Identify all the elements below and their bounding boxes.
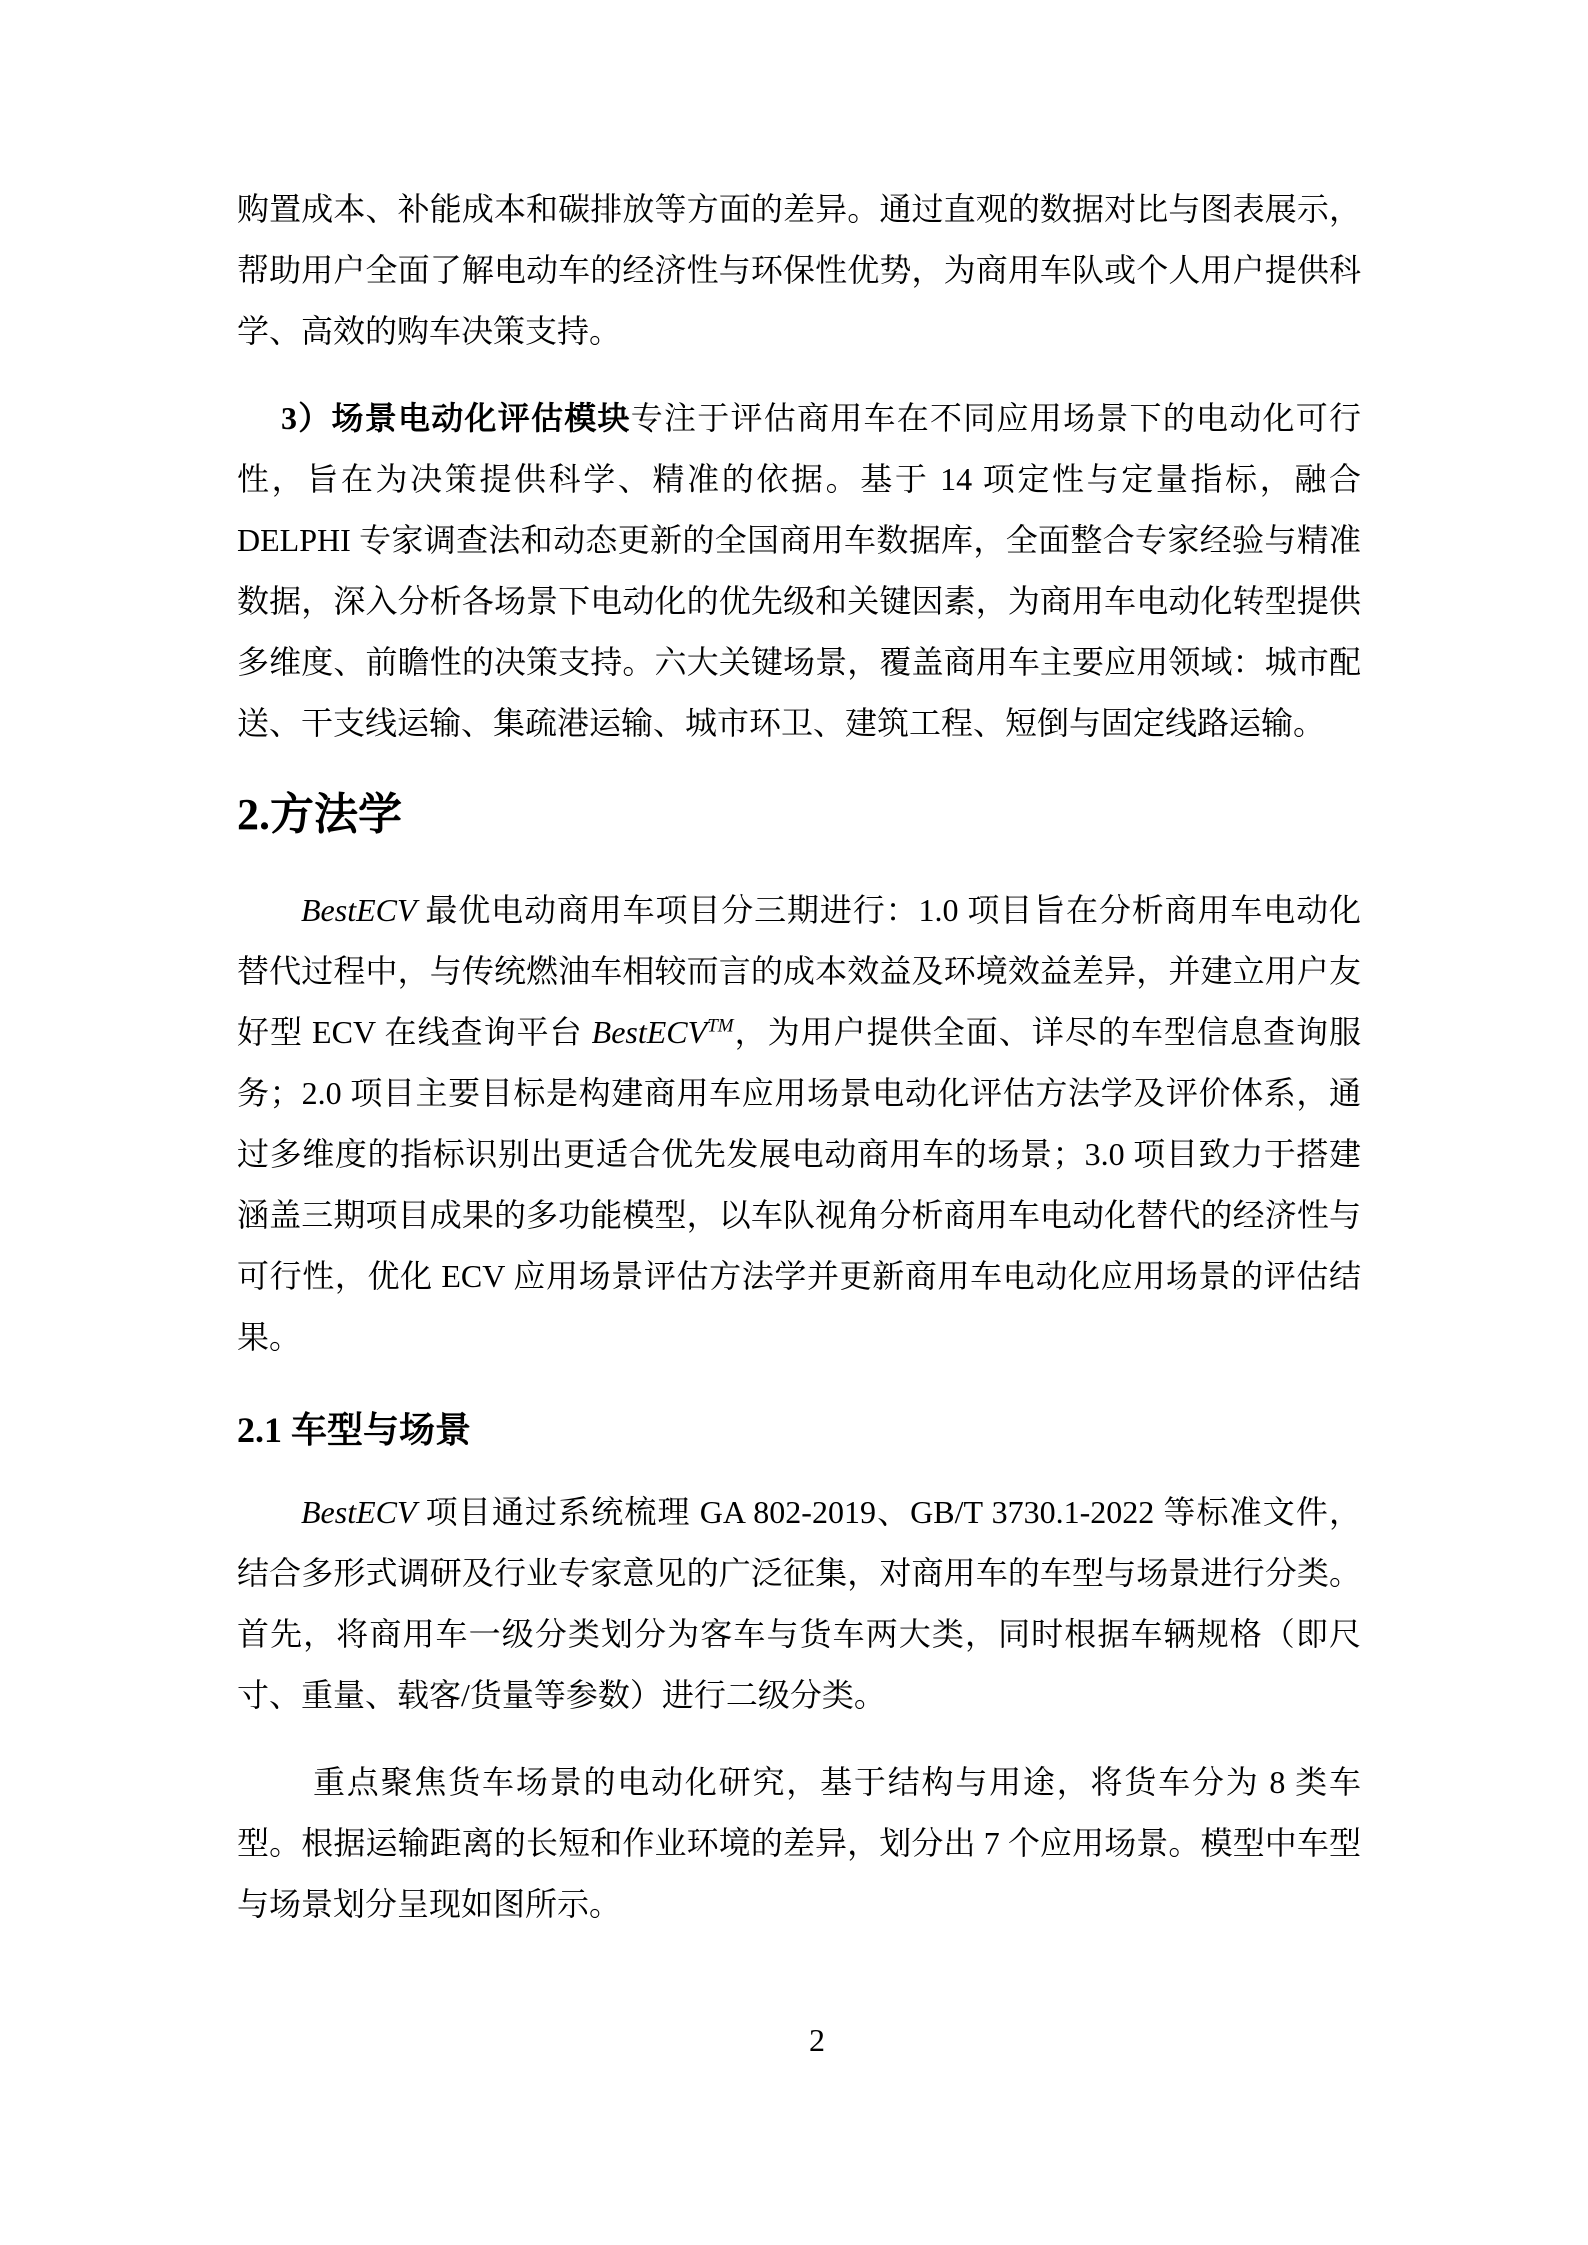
paragraph-text: 专注于评估商用车在不同应用场景下的电动化可行性，旨在为决策提供科学、精准的依据。基于 14 项定性与定量指标，融合 DELPHI 专家调查法和动态更新的全国商用车数据库，全面整合专家经验与精准数据，深入分析各场景下电动化的优先级和关键因素，为商用车电动化转型提供多维度、前瞻性的决策支持。六大关键场景，覆盖商用车主要应用领域：城市配送、干支线运输、集疏港运输、城市环卫、建筑工程、短倒与固定线路运输。 xyxy=(237,400,1361,741)
truck-scene-paragraph xyxy=(237,1752,1361,1935)
module3-paragraph xyxy=(237,388,1361,754)
methodology-paragraph xyxy=(237,880,1361,1368)
paragraph-text: 重点聚焦货车场景的电动化研究，基于结构与用途，将货车分为 8 类车型。根据运输距离的长短和作业环境的差异，划分出 7 个应用场景。模型中车型与场景划分呈现如图所示。 xyxy=(237,1764,1361,1922)
section-heading-methodology: 2.方法学 xyxy=(237,790,402,839)
trademark-superscript: TM xyxy=(707,1015,734,1037)
page-number: 2 xyxy=(809,2022,825,2058)
vehicle-scene-paragraph xyxy=(237,1482,1361,1726)
subsection-heading-vehicle-scene: 2.1 车型与场景 xyxy=(237,1410,472,1450)
brand-name-italic: BestECV xyxy=(301,892,417,928)
paragraph-text: 最优电动商用车项目分三期进行：1.0 项目旨在分析商用车电动化替代过程中，与传统燃油车相较而言的成本效益及环境效益差异，并建立用户友好型 ECV 在线查询平台 xyxy=(237,892,1361,1050)
paragraph-text: ，为用户提供全面、详尽的车型信息查询服务；2.0 项目主要目标是构建商用车应用场景电动化评估方法学及评价体系，通过多维度的指标识别出更适合优先发展电动商用车的场景；3.0 项目致力于搭建涵盖三期项目成果的多功能模型，以车队视角分析商用车电动化替代的经济性与可行性，优化 ECV 应用场景评估方法学并更新商用车电动化应用场景的评估结果。 xyxy=(237,1014,1361,1355)
brand-name-italic: BestECV xyxy=(591,1014,708,1050)
document-body xyxy=(237,179,1361,1961)
intro-continuation-paragraph xyxy=(237,179,1361,362)
paragraph-text: 项目通过系统梳理 GA 802-2019、GB/T 3730.1-2022 等标准文件，结合多形式调研及行业专家意见的广泛征集，对商用车的车型与场景进行分类。首先，将商用车一级分类划分为客车与货车两大类，同时根据车辆规格（即尺寸、重量、载客/货量等参数）进行二级分类。 xyxy=(237,1494,1361,1713)
paragraph-text: 购置成本、补能成本和碳排放等方面的差异。通过直观的数据对比与图表展示，帮助用户全面了解电动车的经济性与环保性优势，为商用车队或个人用户提供科学、高效的购车决策支持。 xyxy=(237,191,1361,349)
brand-name-italic: BestECV xyxy=(301,1494,417,1530)
module3-bold-lead: 3）场景电动化评估模块 xyxy=(281,400,631,436)
